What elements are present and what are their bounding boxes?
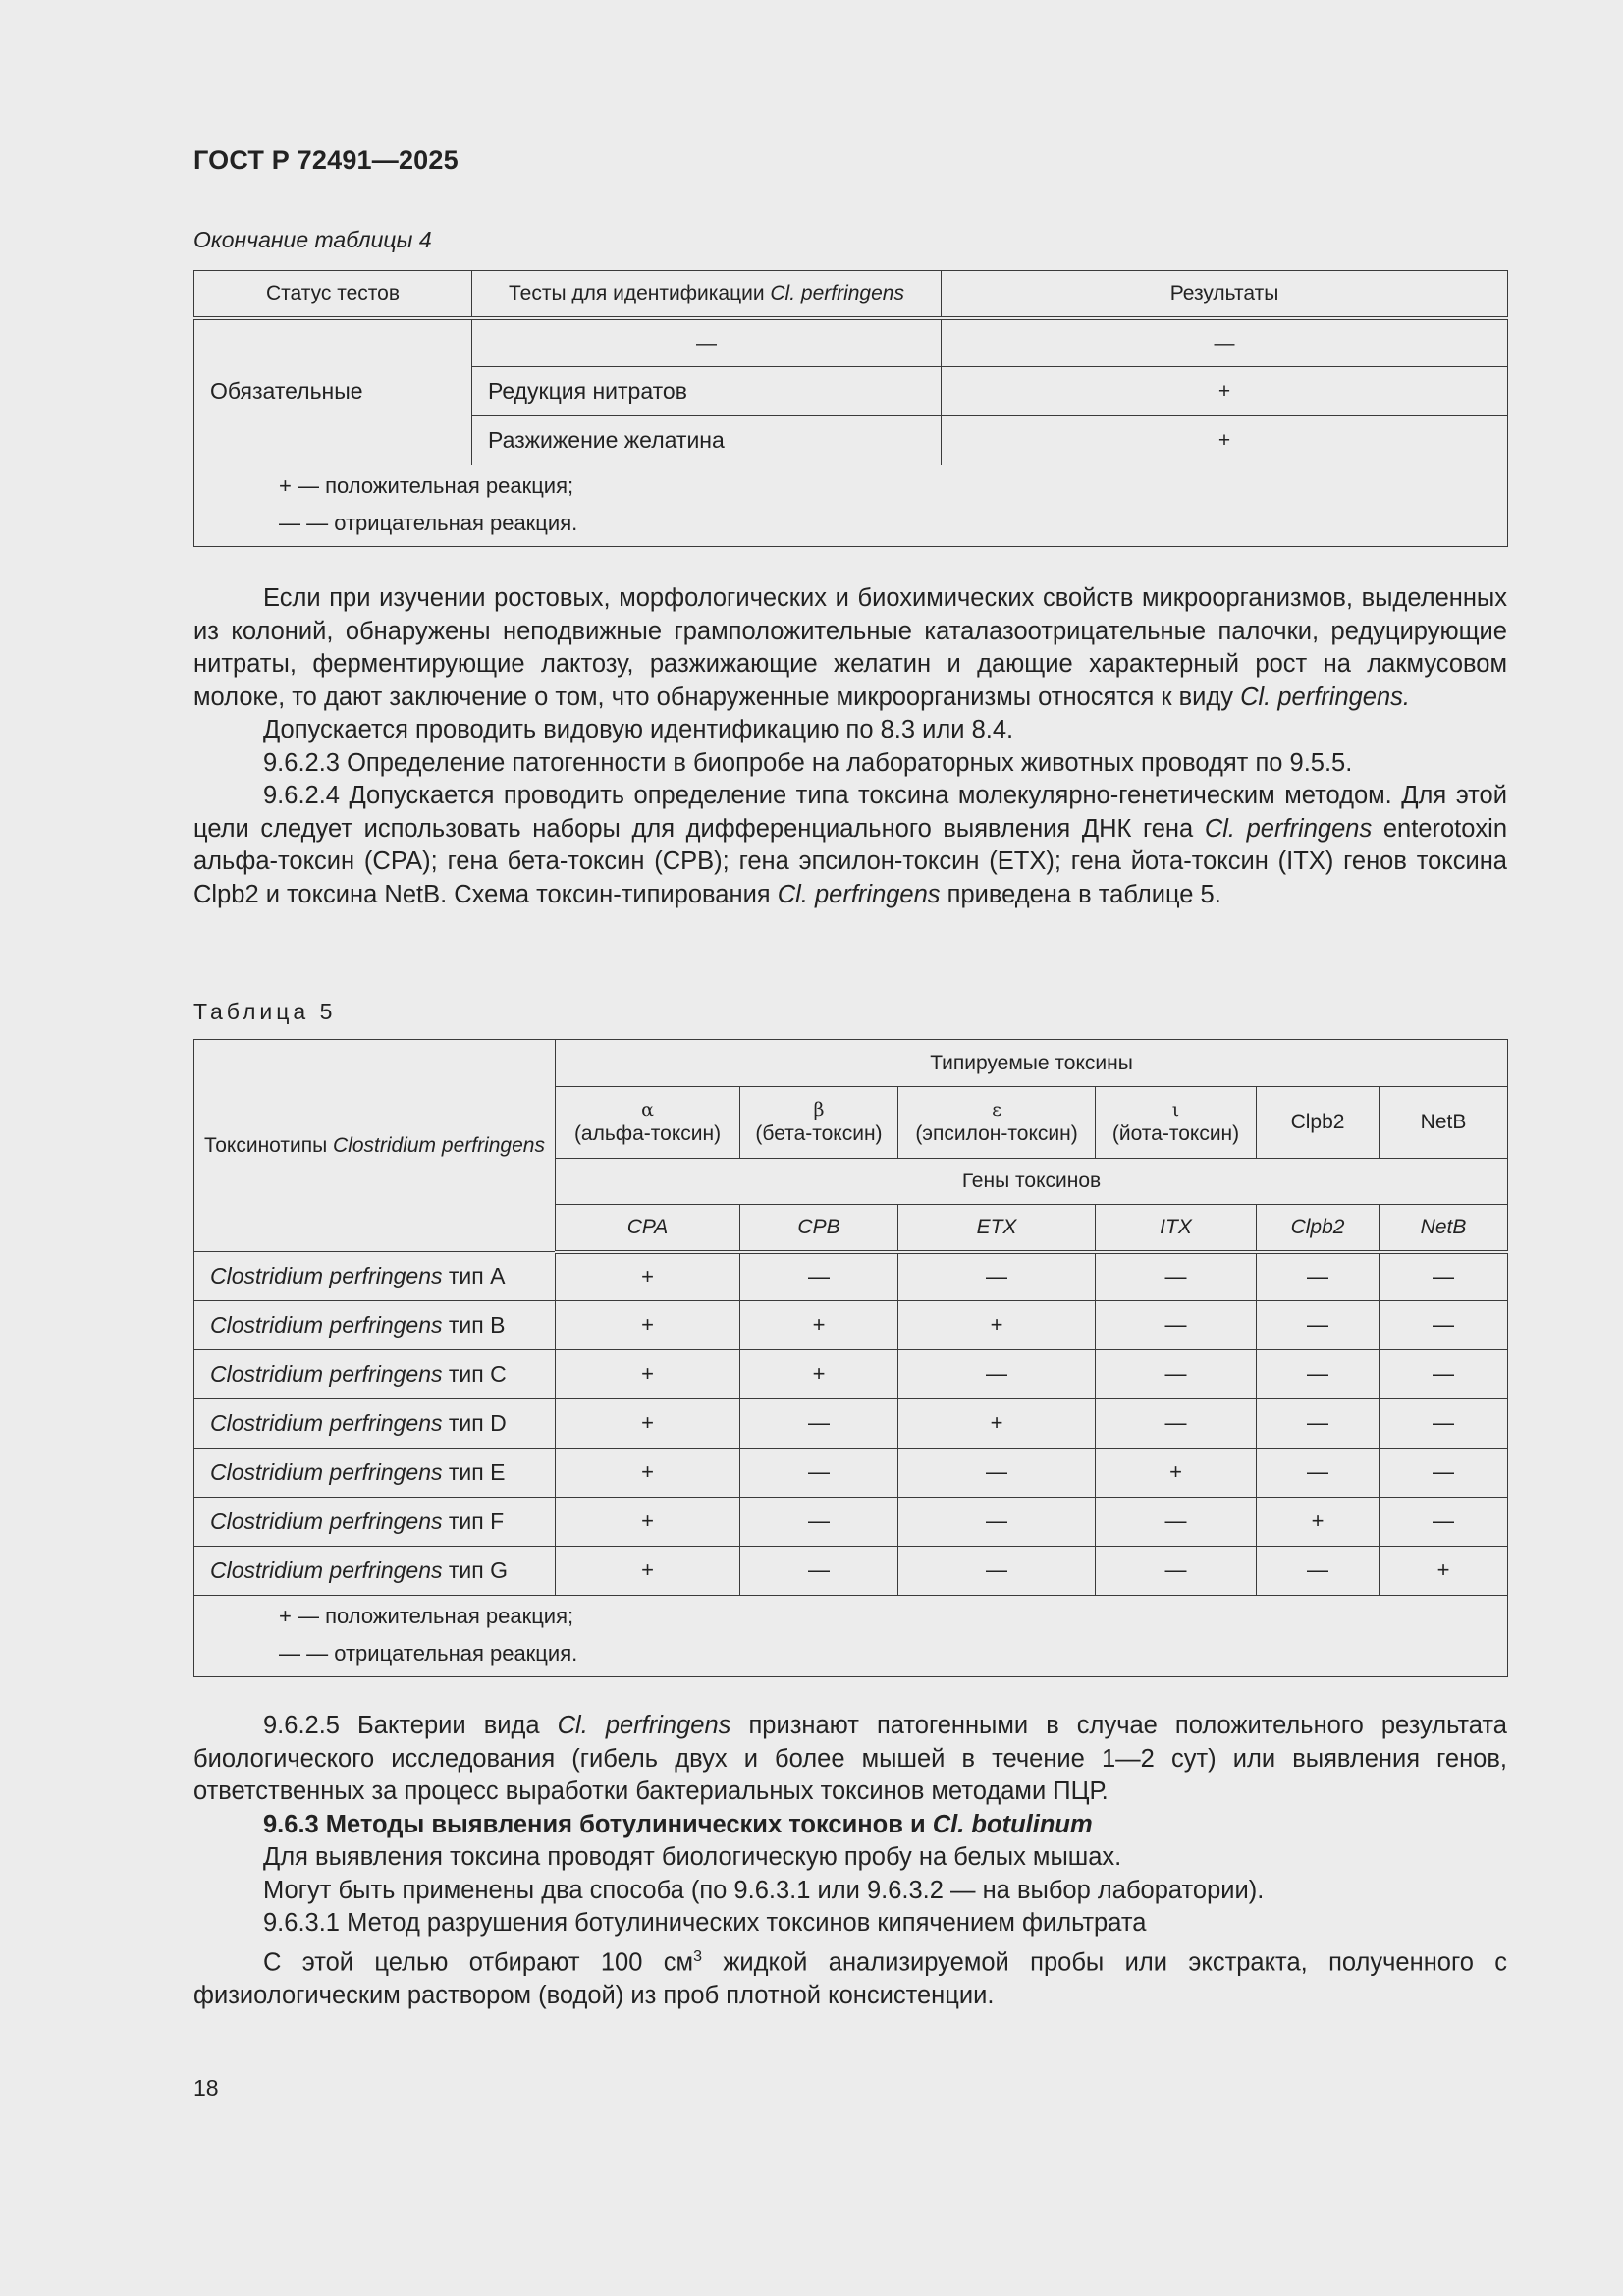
gene-itx: ITX xyxy=(1096,1205,1257,1252)
table5-cell: — xyxy=(898,1449,1096,1498)
table5-cell: — xyxy=(740,1399,898,1449)
table5-row-label: Clostridium perfringens тип B xyxy=(194,1301,556,1350)
table5-notes xyxy=(194,1596,1508,1677)
paragraph: Могут быть применены два способа (по 9.6.3.1 или 9.6.3.2 — на выбор лаборатории). xyxy=(263,1876,1265,1904)
paragraph: С этой целью отбирают 100 $см^3$ жидкой анализируемой пробы или экстракта, полученного с физиологическим раствором (водой) из проб плотной консистенции. xyxy=(193,1947,1508,2009)
table5-cell: — xyxy=(1096,1498,1257,1547)
table-4 xyxy=(193,270,1508,547)
toxin-clpb2-header: Clpb2 xyxy=(1257,1087,1380,1159)
table4-caption: Окончание таблицы 4 xyxy=(193,227,432,252)
table4-cell-result: + xyxy=(942,367,1508,416)
table5-cell: + xyxy=(740,1301,898,1350)
table5-cell: + xyxy=(556,1547,740,1596)
table5-cell: + xyxy=(556,1350,740,1399)
gene-cpb: CPB xyxy=(740,1205,898,1252)
paragraph: 9.6.2.3 Определение патогенности в биопробе на лабораторных животных проводят по 9.5.5. xyxy=(263,748,1353,777)
table5-row-label: Clostridium perfringens тип A xyxy=(194,1252,556,1301)
table5-cell: — xyxy=(1257,1449,1380,1498)
table5-row-label: Clostridium perfringens тип D xyxy=(194,1399,556,1449)
table5-cell: — xyxy=(1257,1547,1380,1596)
table5-corner: Токсинотипы Clostridium perfringens xyxy=(194,1040,556,1252)
table5-cell: + xyxy=(898,1399,1096,1449)
table5-cell: — xyxy=(1257,1301,1380,1350)
table5-row-label: Clostridium perfringens тип E xyxy=(194,1449,556,1498)
table5-cell: — xyxy=(898,1498,1096,1547)
table5-row xyxy=(194,1350,1508,1399)
gene-clpb2: Clpb2 xyxy=(1257,1205,1380,1252)
table5-row xyxy=(194,1449,1508,1498)
table5-cell: — xyxy=(898,1252,1096,1301)
table4-cell-test: — xyxy=(472,318,942,367)
table5-cell: + xyxy=(1257,1498,1380,1547)
gene-cpa: CPA xyxy=(556,1205,740,1252)
paragraph: Если при изучении ростовых, морфологических и биохимических свойств микроорганизмов, выделенных из колоний, обнаружены неподвижные грамположительные каталазоотрицательные палочки, редуцирующие нитраты, ферментирующие лактозу, разжижающие желатин и дающие характерный рост на лакмусовом молоке, то дают заключение о том, что обнаруженные микроорганизмы относятся к виду Cl. perfringens. xyxy=(193,584,1507,711)
page-number: 18 xyxy=(193,2075,219,2101)
note-negative: — — отрицательная реакция. xyxy=(279,1641,578,1666)
table5-cell: — xyxy=(740,1498,898,1547)
table5-typed-toxins-header: Типируемые токсины xyxy=(556,1040,1508,1087)
body-text-block-1 xyxy=(193,582,1507,911)
table5-row-label: Clostridium perfringens тип G xyxy=(194,1547,556,1596)
table5-cell: — xyxy=(1096,1252,1257,1301)
toxin-alpha-header: α (альфа-токсин) xyxy=(556,1087,740,1159)
gene-netb: NetB xyxy=(1380,1205,1508,1252)
paragraph: 9.6.2.5 Бактерии вида Cl. perfringens признают патогенными в случае положительного результата биологического исследования (гибель двух и более мышей в течение 1—2 сут) или выявления генов, ответственных за процесс выработки бактериальных токсинов методами ПЦР. xyxy=(193,1712,1507,1805)
table5-cell: — xyxy=(1380,1252,1508,1301)
table5-cell: — xyxy=(1096,1399,1257,1449)
table5-cell: — xyxy=(740,1449,898,1498)
paragraph: Для выявления токсина проводят биологическую пробу на белых мышах. xyxy=(263,1843,1122,1871)
table5-cell: — xyxy=(1257,1350,1380,1399)
paragraph: 9.6.3.1 Метод разрушения ботулинических токсинов кипячением фильтрата xyxy=(263,1909,1147,1937)
paragraph: 9.6.2.4 Допускается проводить определение типа токсина молекулярно-генетическим методом. Для этой цели следует использовать наборы для дифференциального выявления ДНК гена Cl. perfringens enterotoxin альфа-токсин (СРА); гена бета-токсин (СРВ); гена эпсилон-токсин (ЕТХ); гена йота-токсин (ITX) генов токсина Clpb2 и токсина NetB. Схема токсин-типирования Cl. perfringens приведена в таблице 5. xyxy=(193,782,1507,908)
table5-cell: — xyxy=(740,1547,898,1596)
gene-etx: ETX xyxy=(898,1205,1096,1252)
table4-group-label: Обязательные xyxy=(194,318,472,465)
table5-cell: — xyxy=(1257,1399,1380,1449)
table5-row-label: Clostridium perfringens тип F xyxy=(194,1498,556,1547)
toxin-iota-header: ι (йота-токсин) xyxy=(1096,1087,1257,1159)
document-header: ГОСТ Р 72491—2025 xyxy=(193,145,459,175)
table5-cell: — xyxy=(1380,1350,1508,1399)
table5-cell: + xyxy=(556,1301,740,1350)
table4-header-results: Результаты xyxy=(942,271,1508,318)
table4-cell-test: Разжижение желатина xyxy=(472,416,942,465)
table5-cell: + xyxy=(898,1301,1096,1350)
table4-notes xyxy=(194,465,1508,547)
table5-cell: — xyxy=(1380,1301,1508,1350)
table-5 xyxy=(193,1039,1508,1677)
table4-cell-result: + xyxy=(942,416,1508,465)
table4-cell-test: Редукция нитратов xyxy=(472,367,942,416)
table5-cell: — xyxy=(1380,1449,1508,1498)
table5-cell: — xyxy=(898,1350,1096,1399)
table5-caption: Таблица 5 xyxy=(193,999,337,1024)
table5-cell: — xyxy=(898,1547,1096,1596)
table5-cell: — xyxy=(1096,1547,1257,1596)
table5-row xyxy=(194,1498,1508,1547)
section-heading: 9.6.3 Методы выявления ботулинических токсинов и Cl. botulinum xyxy=(263,1810,1093,1838)
note-positive: + — положительная реакция; xyxy=(279,473,574,498)
table5-cell: + xyxy=(1096,1449,1257,1498)
toxin-epsilon-header: ε (эпсилон-токсин) xyxy=(898,1087,1096,1159)
table5-genes-header: Гены токсинов xyxy=(556,1159,1508,1205)
table5-cell: — xyxy=(1096,1301,1257,1350)
table5-cell: + xyxy=(556,1252,740,1301)
table5-cell: + xyxy=(556,1449,740,1498)
table5-row-label: Clostridium perfringens тип C xyxy=(194,1350,556,1399)
toxin-beta-header: β (бета-токсин) xyxy=(740,1087,898,1159)
table5-row xyxy=(194,1399,1508,1449)
table4-cell-result: — xyxy=(942,318,1508,367)
table5-cell: — xyxy=(1257,1252,1380,1301)
table5-row xyxy=(194,1252,1508,1301)
note-positive: + — положительная реакция; xyxy=(279,1604,574,1628)
table5-row xyxy=(194,1301,1508,1350)
table5-cell: + xyxy=(556,1399,740,1449)
table5-row xyxy=(194,1547,1508,1596)
body-text-block-2 xyxy=(193,1710,1507,2012)
table5-cell: — xyxy=(1380,1498,1508,1547)
note-negative: — — отрицательная реакция. xyxy=(279,511,578,535)
table5-cell: — xyxy=(740,1252,898,1301)
toxin-netb-header: NetB xyxy=(1380,1087,1508,1159)
table5-cell: + xyxy=(1380,1547,1508,1596)
table4-header-tests: Тесты для идентификации Cl. perfringens xyxy=(472,271,942,318)
table5-cell: — xyxy=(1380,1399,1508,1449)
table5-cell: + xyxy=(740,1350,898,1399)
table5-body xyxy=(194,1252,1508,1596)
paragraph: Допускается проводить видовую идентификацию по 8.3 или 8.4. xyxy=(263,716,1014,743)
table5-cell: — xyxy=(1096,1350,1257,1399)
table4-header-status: Статус тестов xyxy=(194,271,472,318)
table5-cell: + xyxy=(556,1498,740,1547)
